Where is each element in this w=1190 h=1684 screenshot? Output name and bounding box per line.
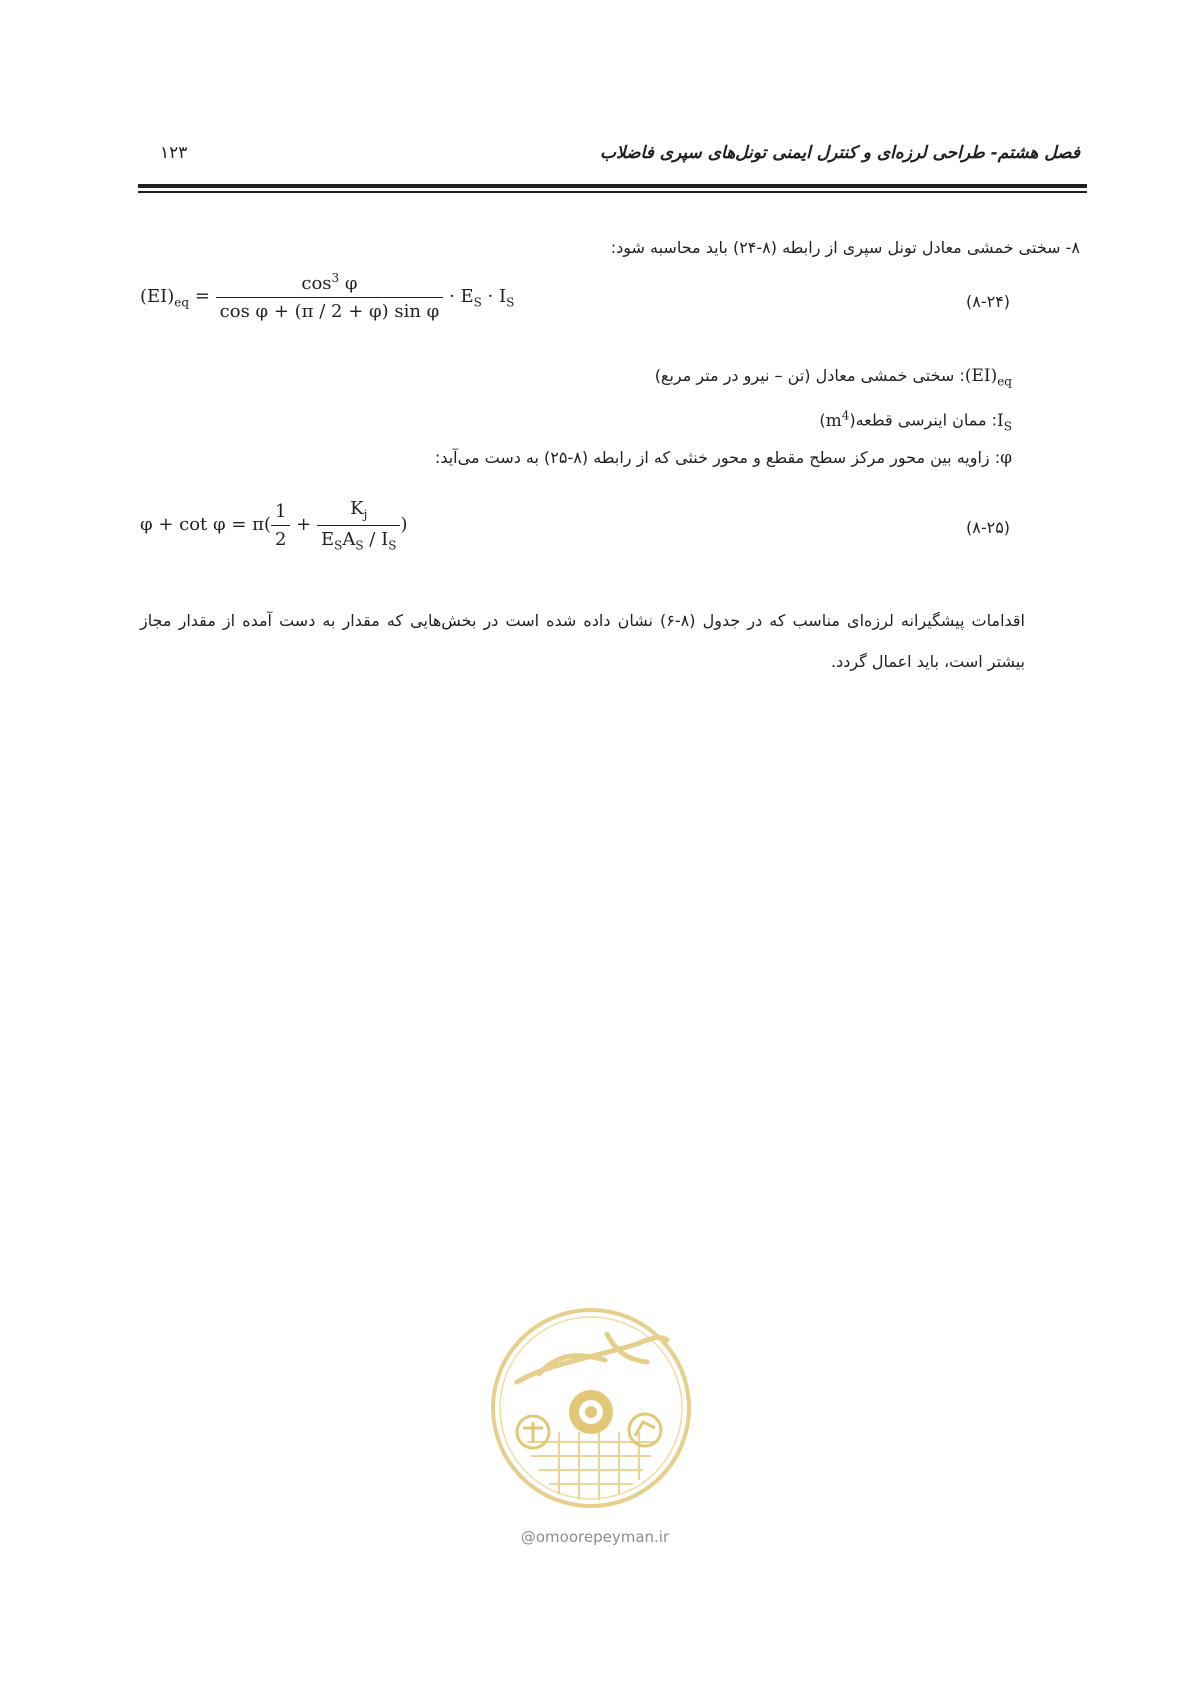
watermark-url: @omoorepeyman.ir (520, 1528, 670, 1546)
equation-8-24 (140, 271, 514, 322)
definition-phi (435, 448, 1012, 468)
definition-is: $I_S$: ممان اینرسی $قطعه(m^4)$ (819, 408, 1012, 434)
eq2-half-numerator: 1 (271, 501, 290, 526)
eq1-fraction (216, 271, 444, 322)
definition-text: : ممان اینرسی قطعه( (849, 410, 998, 430)
equation-8-25 (140, 498, 407, 552)
eq2-k-denominator: $E_SA_S / I_S$ (320, 528, 397, 553)
eq1-denominator: cos φ + (π / 2 + φ) sin φ (219, 301, 440, 322)
closing-paragraph: اقدامات پیشگیرانه لرزه‌ای مناسب که در جدول (۸-۶) نشان داده شده است در بخش‌هایی که مقدار به دست آمده از مقدار مجاز بیشتر است، باید اعمال گردد. (140, 611, 1025, 671)
eq2-close-paren: ) (400, 514, 408, 536)
eq1-tail: · $E_S \cdot I_S$ (449, 285, 515, 310)
equation-number-8-24: (۸-۲۴) (966, 292, 1011, 311)
eq2-fraction-half (271, 501, 290, 550)
header-rule-thick (138, 184, 1087, 188)
equation-number-8-25: (۸-۲۵) (966, 518, 1011, 537)
chapter-title: فصل هشتم- طراحی لرزه‌ای و کنترل ایمنی تونل‌های سپری فاضلاب (599, 143, 1080, 163)
eq1-numerator: $\cos^3 \varphi$ (216, 271, 444, 298)
definition-text: : سختی خمشی معادل (تن – نیرو در متر مربع) (654, 366, 965, 385)
definition-symbol: $(EI)_{eq}$ (964, 366, 1012, 389)
eq2-plus: + (290, 514, 317, 536)
eq2-fraction-k (317, 498, 400, 552)
scale-icon (517, 1416, 549, 1448)
definition-ei-eq (655, 366, 1012, 388)
page-number: ۱۲۳ (160, 143, 188, 163)
definition-unit: $m^4$ (825, 408, 850, 431)
eq1-lhs: $(EI)_{eq}$ (140, 285, 190, 310)
logo-calligraphy (517, 1334, 667, 1382)
eq1-equals: = (194, 285, 210, 307)
watermark-logo (487, 1304, 695, 1512)
definition-symbol: $I_S$ (997, 410, 1012, 434)
eq2-half-denominator: 2 (274, 528, 287, 550)
eq2-k-numerator: $K_j$ (317, 498, 400, 526)
eq2-lhs: φ + cot φ = π( (140, 514, 271, 536)
definition-text: : زاویه بین محور مرکز سطح مقطع و محور خنثی که از رابطه (۸-۲۵) به دست می‌آید: (434, 448, 1001, 467)
definition-symbol: φ (1000, 448, 1012, 468)
intro-paragraph: ۸- سختی خمشی معادل تونل سپری از رابطه (۸-۲۴) باید محاسبه شود: (610, 238, 1080, 257)
header-rule-thin (138, 191, 1087, 193)
